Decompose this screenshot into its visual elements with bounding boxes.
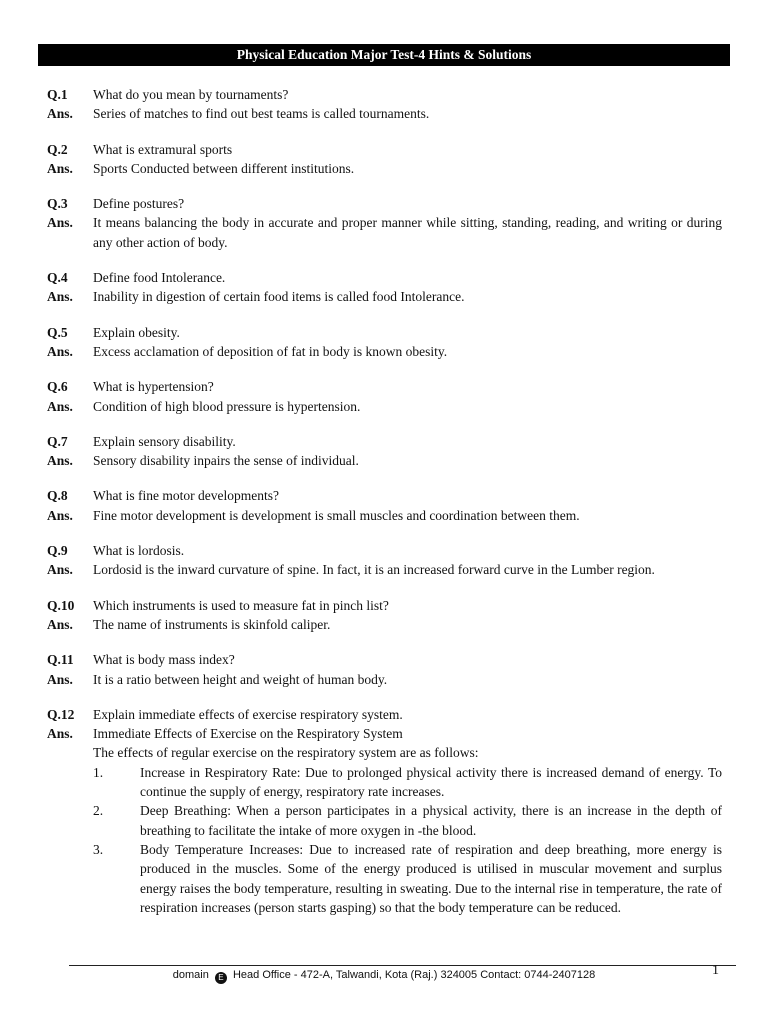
answer-text: The name of instruments is skinfold caliper. [93, 616, 331, 632]
question-label: Q.9 [47, 543, 68, 559]
list-item [93, 763, 722, 802]
question [47, 486, 722, 505]
answer-text: Lordosid is the inward curvature of spine. In fact, it is an increased forward curve in the Lumber region. [93, 562, 655, 578]
list-item-number: 1. [93, 764, 104, 780]
list-item-number: 3. [93, 841, 104, 857]
question-text: What do you mean by tournaments? [93, 87, 289, 102]
answer [47, 506, 722, 525]
logo-icon: E [215, 972, 227, 984]
footer [0, 969, 768, 984]
list-item [93, 840, 722, 917]
qa-item [47, 705, 722, 917]
spacer [47, 840, 93, 917]
answer-label: Ans. [47, 616, 73, 632]
question [47, 650, 722, 669]
answer [47, 287, 722, 306]
question-text: Define food Intolerance. [93, 270, 226, 286]
answer-text: Condition of high blood pressure is hypertension. [93, 398, 361, 414]
answer-text: Excess acclamation of deposition of fat in body is known obesity. [93, 343, 448, 359]
answer [47, 724, 722, 743]
question-text: Explain sensory disability. [93, 433, 236, 449]
question-text: Explain immediate effects of exercise respiratory system. [93, 706, 403, 722]
qa-item [47, 140, 722, 179]
question-label: Q.4 [47, 270, 68, 286]
list-item-text: Body Temperature Increases: Due to increased rate of respiration and deep breathing, more energy is produced in the muscles. Some of the energy produced is utilised in muscular movement and surplus energy raises the body temperature, resulting in sweating. Due to the internal rise in temperature, the rate of respiration increases (person starts gasping) so that the body temperature can be reduced. [140, 841, 722, 915]
answer-label: Ans. [47, 398, 73, 414]
answer-intro-row [47, 743, 722, 762]
answer [47, 615, 722, 634]
qa-content [47, 85, 722, 933]
question-text: Define postures? [93, 196, 185, 212]
answer-text: Inability in digestion of certain food items is called food Intolerance. [93, 289, 465, 305]
answer-label: Ans. [47, 160, 73, 176]
list-item-number: 2. [93, 803, 104, 819]
qa-item [47, 432, 722, 471]
qa-item [47, 377, 722, 416]
qa-item [47, 268, 722, 307]
question-text: What is extramural sports [93, 141, 233, 157]
question-label: Q.12 [47, 706, 75, 722]
qa-item [47, 541, 722, 580]
answer-text: Series of matches to find out best teams is called tournaments. [93, 106, 430, 122]
page-title: Physical Education Major Test-4 Hints & Solutions [38, 44, 730, 66]
answer-label: Ans. [47, 453, 73, 469]
answer-text: Sensory disability inpairs the sense of individual. [93, 453, 359, 469]
question-label: Q.3 [47, 196, 68, 212]
answer-text: Fine motor development is development is small muscles and coordination between them. [93, 507, 580, 523]
question-text: What is lordosis. [93, 543, 185, 559]
footer-divider [69, 965, 736, 966]
footer-brand: domain [172, 969, 209, 981]
question-label: Q.2 [47, 141, 68, 157]
question [47, 596, 722, 615]
answer [47, 451, 722, 470]
list-row [47, 763, 722, 802]
answer-text: Sports Conducted between different institutions. [93, 160, 355, 176]
question-text: What is fine motor developments? [93, 488, 279, 504]
question-text: Which instruments is used to measure fat in pinch list? [93, 597, 389, 613]
page-number: 1 [712, 963, 719, 978]
question [47, 194, 722, 213]
question-label: Q.11 [47, 652, 74, 668]
question [47, 268, 722, 287]
question-label: Q.6 [47, 379, 68, 395]
question-label: Q.5 [47, 324, 68, 340]
qa-item [47, 323, 722, 362]
qa-item [47, 650, 722, 689]
question [47, 541, 722, 560]
answer [47, 560, 722, 579]
spacer [47, 763, 93, 802]
answer [47, 342, 722, 361]
qa-item [47, 596, 722, 635]
answer-label: Ans. [47, 343, 73, 359]
answer [47, 397, 722, 416]
question-text: What is body mass index? [93, 652, 235, 668]
answer-text: It is a ratio between height and weight of human body. [93, 671, 388, 687]
answer [47, 670, 722, 689]
answer [47, 159, 722, 178]
qa-item [47, 194, 722, 252]
list-row [47, 801, 722, 840]
list-item-text: Increase in Respiratory Rate: Due to prolonged physical activity there is increased demand of energy. To continue the supply of energy, respiratory rate increases. [140, 764, 722, 800]
answer [47, 213, 722, 252]
spacer [47, 743, 93, 762]
list-item-text: Deep Breathing: When a person participates in a physical activity, there is an increase in the depth of breathing to facilitate the intake of more oxygen in -the blood. [140, 803, 722, 838]
question [47, 377, 722, 396]
answer-label: Ans. [47, 106, 73, 122]
answer-text: Immediate Effects of Exercise on the Respiratory System [93, 726, 403, 742]
question-label: Q.10 [47, 597, 75, 613]
list-item [93, 801, 722, 840]
question-text: What is hypertension? [93, 379, 214, 395]
question-label: Q.8 [47, 488, 68, 504]
question [47, 323, 722, 342]
question [47, 705, 722, 724]
question-label: Q.7 [47, 433, 68, 449]
answer-label: Ans. [47, 507, 73, 523]
qa-item [47, 486, 722, 525]
answer-label: Ans. [47, 289, 73, 305]
answer-label: Ans. [47, 726, 73, 742]
answer [47, 104, 722, 123]
answer-text: It means balancing the body in accurate and proper manner while sitting, standing, reading, and writing or during any other action of body. [93, 215, 722, 250]
answer-label: Ans. [47, 215, 73, 231]
question [47, 432, 722, 451]
qa-item [47, 85, 722, 124]
list-row [47, 840, 722, 917]
question-label: Q.1 [47, 87, 68, 102]
answer-label: Ans. [47, 562, 73, 578]
question [47, 140, 722, 159]
spacer [47, 801, 93, 840]
footer-address: Head Office - 472-A, Talwandi, Kota (Raj.) 324005 Contact: 0744-2407128 [232, 969, 596, 981]
question [47, 85, 722, 104]
answer-label: Ans. [47, 671, 73, 687]
answer-intro: The effects of regular exercise on the respiratory system are as follows: [93, 745, 479, 761]
question-text: Explain obesity. [93, 324, 180, 340]
